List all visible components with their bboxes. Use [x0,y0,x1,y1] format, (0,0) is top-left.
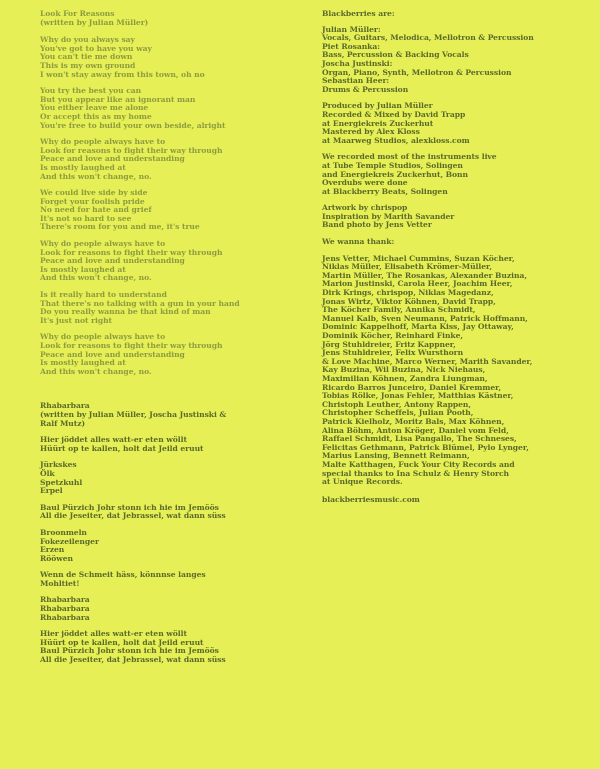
text-line: Hier jöddet alles watt-er eten wöllt [40,629,187,639]
lyrics-stanza [40,189,305,232]
text-line: Maximilian Köhnen, Zandra Liungman, [322,373,488,383]
credits-block [322,204,590,230]
text-line: Marion Justinski, Carola Heer, Joachim Heer, [322,279,513,289]
text-line: And this won't change, no. [40,273,152,283]
text-line: Tobias Rölke, Jonas Fehler, Matthias Kästner, [322,391,514,401]
text-line: Dirk Krings, chrispop, Niklas Magedanz, [322,288,494,298]
text-line: Drums & Percussion [322,84,409,94]
text-line: Is it really hard to understand [40,290,167,300]
text-line: Manuel Kalb, Sven Neumann, Patrick Hoffmann, [322,313,528,323]
text-line: Baul Pürzich Johr stonn ich hie im Jemöös [40,502,219,512]
text-line: Recorded & Mixed by David Trapp [322,109,466,119]
text-line: Baul Pürzich Johr stonn ich hie im Jemöös [40,646,219,656]
text-line: Do you really wanna be that kind of man [40,307,211,317]
credits-block [322,238,590,247]
text-line: and Energiekreis Zuckerhut, Bonn [322,169,469,179]
text-line: Hier jöddet alles watt-er eten wöllt [40,435,187,445]
text-line: Kay Buzina, Wil Buzina, Nick Niehaus, [322,365,486,375]
text-line: All die Jeseiter, dat Jebrassel, wat dann süss [40,655,226,665]
text-line: at Maarweg Studios, alexkloss.com [322,135,470,145]
text-line: Julian Müller: [322,24,381,34]
lyrics-column [40,10,305,673]
text-line: You try the best you can [40,86,142,96]
text-line: Produced by Julian Müller [322,101,433,111]
text-line: Felicitas Gethmann, Patrick Blümel, Pylo Lynger, [322,442,529,452]
lyrics-stanza [40,529,305,563]
text-line: Why do you always say [40,35,135,45]
text-line: Christopher Scheffels, Julian Pooth, [322,408,474,418]
text-line: We recorded most of the instruments live [322,152,497,162]
text-line: It's not so hard to see [40,213,132,223]
lyrics-stanza [40,291,305,325]
text-line: Is mostly laughed at [40,358,126,368]
lyrics-stanza [40,240,305,283]
lyrics-stanza [40,504,305,521]
text-line: Ölk [40,468,55,478]
text-line: Joscha Justinski: [322,58,393,68]
text-line: Rhabarbara [40,595,90,605]
lyrics-stanza [40,87,305,130]
text-line: Patrick Kielholz, Moritz Bals, Max Köhnen, [322,416,505,426]
text-line: at Tube Temple Studios, Solingen [322,160,463,170]
text-line: And this won't change, no. [40,366,152,376]
song-title-look-for-reasons [40,10,305,27]
text-line: Bass, Percussion & Backing Vocals [322,50,469,60]
text-line: Band photo by Jens Vetter [322,220,432,230]
text-line: All die Jeseiter, dat Jebrassel, wat dann süss [40,511,226,521]
text-line: Niklas Müller, Elisabeth Krömer-Müller, [322,262,492,272]
song-title-rhabarbara [40,402,305,428]
text-line: Rööwen [40,553,74,563]
text-line: Is mostly laughed at [40,162,126,172]
text-line: Dominik Köcher, Reinhard Finke, [322,331,464,340]
text-line: Rhabarbara [40,612,90,622]
text-line: Blackberries are: [322,9,395,18]
credits-column [322,10,590,504]
text-line: at Energiekreis Zuckerhut [322,118,434,128]
text-line: Jonas Wirtz, Viktor Köhnen, David Trapp, [322,296,496,306]
lyrics-stanza [40,138,305,181]
text-line: Jürkskes [40,460,77,470]
text-line: Spetzkuhl [40,477,83,487]
text-line: That there's no talking with a gun in your hand [40,298,240,308]
text-line: Jens Vetter, Michael Cummins, Suzan Köcher, [322,253,515,263]
text-line: This is my own ground [40,60,136,70]
song-separator [40,384,305,402]
credits-block [322,26,590,95]
text-line: The Köcher Family, Annika Schmidt, [322,305,476,315]
text-line: Jörg Stuhldreier, Fritz Kappner, [322,339,456,349]
text-line: Sebastian Heer: [322,76,390,86]
text-line: Alina Böhm, Anton Kröger, Daniel vom Feld, [322,425,509,435]
text-line: Malte Katthagen, Fuck Your City Records and [322,459,515,469]
text-line: special thanks to Ina Schulz & Henry Storch [322,468,510,478]
text-line: Rhabarbara [40,604,90,614]
text-line: Dominic Kappelhoff, Marta Kiss, Jay Ottaway, [322,322,514,332]
text-line: Vocals, Guitars, Melodica, Mellotron & Percussion [322,33,534,43]
text-line: Ricardo Barros Junceiro, Daniel Kremmer, [322,382,502,392]
text-line: Look for reasons to fight their way through [40,145,223,155]
text-line: Hüürt op te kallen, holt dat Jeild eruut [40,637,204,647]
text-line: We could live side by side [40,188,148,198]
credits-block [322,255,590,487]
text-line: Peace and love and understanding [40,256,185,266]
text-line: at Blackberry Beats, Solingen [322,186,448,196]
text-line: You can't tie me down [40,52,133,62]
text-line: at Unique Records. [322,477,403,487]
text-line: Martin Müller, The Rosankas, Alexander Buzina, [322,270,527,280]
text-line: blackberriesmusic.com [322,494,420,504]
text-line: There's room for you and me, it's true [40,222,200,232]
text-line: Why do people always have to [40,239,166,249]
text-line: Look for reasons to fight their way through [40,341,223,350]
text-line: Is mostly laughed at [40,264,126,274]
text-line: Christoph Leuther, Antony Rappen, [322,399,471,409]
text-line: We wanna thank: [322,237,395,247]
lyrics-stanza [40,36,305,79]
text-line: Look For Reasons [40,9,115,18]
text-line: Or accept this as my home [40,111,152,121]
text-line: No need for hate and grief [40,205,152,215]
text-line: You either leave me alone [40,103,149,113]
text-line: Ralf Mutz) [40,418,86,428]
text-line: Forget your foolish pride [40,196,145,206]
credits-block [322,153,590,196]
text-line: Erpel [40,486,63,496]
text-line: Mohltiet! [40,578,80,588]
text-line: You've got to have you way [40,43,152,53]
lyrics-stanza [40,333,305,376]
text-line: Organ, Piano, Synth, Mellotron & Percussion [322,67,512,77]
text-line: Hüürt op te kallen, holt dat Jeild eruut [40,443,204,453]
text-line: I won't stay away from this town, oh no [40,69,205,79]
text-line: You're free to build your own beside, alright [40,120,226,130]
lyrics-stanza [40,571,305,588]
text-line: Peace and love and understanding [40,349,185,359]
text-line: Erzen [40,545,65,555]
lyrics-stanza [40,596,305,622]
text-line: Wenn de Schmeit häss, könnnse langes [40,570,206,580]
text-line: Piet Rosanka: [322,41,381,51]
text-line: Mastered by Alex Kloss [322,127,420,137]
text-line: Artwork by chrispop [322,203,408,213]
credits-block [322,102,590,145]
text-line: Fokezeilenger [40,536,99,546]
text-line: But you appear like an ignorant man [40,94,196,104]
text-line: And this won't change, no. [40,171,152,181]
text-line: Rhabarbara [40,401,90,411]
text-line: Why do people always have to [40,332,166,342]
lyrics-stanza [40,461,305,495]
text-line: Look for reasons to fight their way through [40,247,223,257]
text-line: Jens Stuhldreier, Felix Wursthorn [322,348,464,358]
lyrics-stanza [40,630,305,664]
text-line: Broonmeln [40,527,87,537]
band-heading [322,10,590,19]
text-line: Why do people always have to [40,137,166,147]
text-line: Raffael Schmidt, Lisa Pangallo, The Schneses, [322,434,517,444]
text-line: Overdubs were done [322,178,408,188]
text-line: It's just not right [40,315,113,325]
website-link [322,496,590,505]
text-line: Peace and love and understanding [40,154,185,164]
text-line: Inspiration by Marith Savander [322,211,455,221]
text-line: (written by Julian Müller, Joscha Justinski & [40,409,227,419]
text-line: (written by Julian Müller) [40,17,149,27]
text-line: Marius Lansing, Bennett Reimann, [322,451,470,461]
lyrics-stanza [40,436,305,453]
text-line: & Love Machine, Marco Werner, Marith Savander, [322,356,533,366]
